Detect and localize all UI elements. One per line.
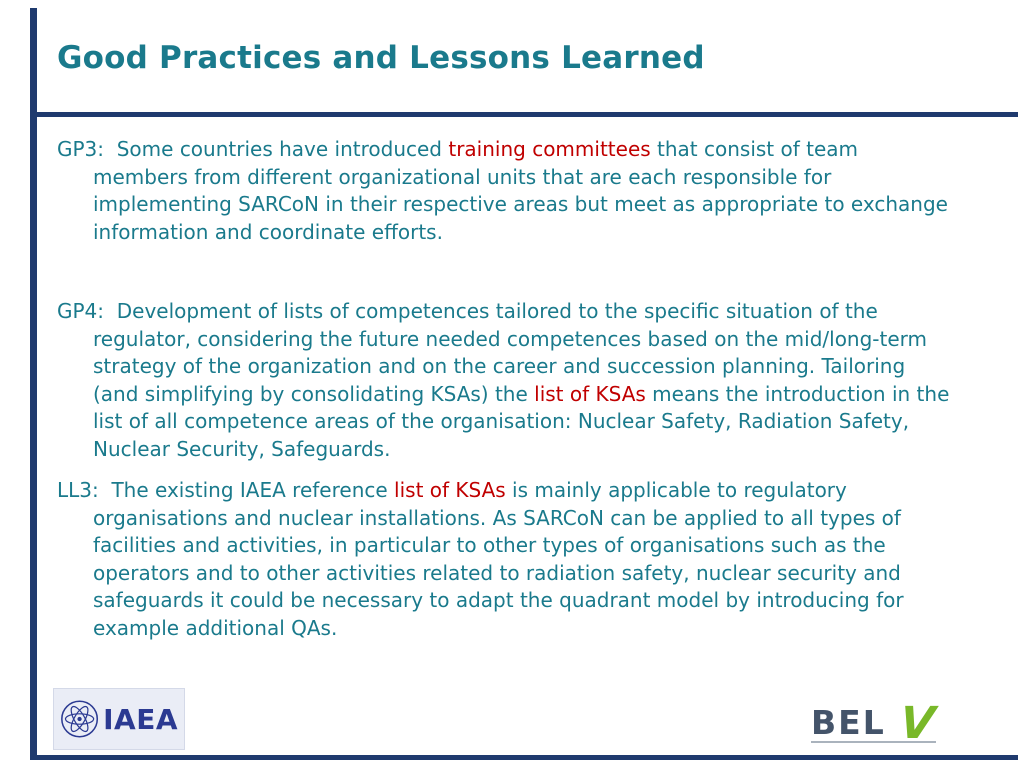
text-run: that consist of team members from different organizational units that are each responsible for implementing SARCoN in their respective areas but meet as appropriate to exchange information and coordinate efforts. bbox=[93, 137, 955, 244]
slide-title: Good Practices and Lessons Learned bbox=[57, 40, 705, 76]
highlighted-text: training committees bbox=[448, 137, 651, 161]
paragraph bbox=[57, 298, 955, 463]
belv-logo-v-check-icon: V bbox=[897, 698, 937, 749]
iaea-logo-text: IAEA bbox=[103, 702, 178, 736]
highlighted-text: list of KSAs bbox=[394, 478, 506, 502]
iaea-atom-icon bbox=[60, 694, 99, 744]
text-run: GP3: Some countries have introduced bbox=[57, 137, 449, 161]
left-accent-bar bbox=[30, 8, 37, 758]
paragraph bbox=[57, 477, 955, 642]
text-run: means the introduction in the list of all competence areas of the organisation: Nuclear Safety, Radiation Safety, Nuclear Security, Safeguards. bbox=[93, 381, 956, 461]
belv-logo bbox=[811, 698, 937, 749]
text-run: GP4: Development of lists of competences tailored to the specific situation of the regulator, considering the future needed competences based on the mid/long-term strategy of the organization and on the career and succession planning. Tailoring (and simplifying by consolidating KSAs) the bbox=[57, 299, 934, 406]
bottom-divider bbox=[30, 755, 1018, 760]
body-text bbox=[57, 136, 955, 656]
paragraph bbox=[57, 136, 955, 246]
highlighted-text: list of KSAs bbox=[534, 381, 646, 406]
belv-logo-bel-text: BEL bbox=[811, 703, 886, 742]
text-run: LL3: The existing IAEA reference bbox=[57, 478, 395, 502]
title-divider bbox=[30, 112, 1018, 117]
iaea-logo bbox=[53, 688, 185, 750]
text-run: is mainly applicable to regulatory organisations and nuclear installations. As SARCoN can be applied to all types of facilities and activities, in particular to other types of organisations such as the operators and to other activities related to radiation safety, nuclear security and safeguards it could be necessary to adapt the quadrant model by introducing for example additional QAs. bbox=[93, 478, 910, 640]
